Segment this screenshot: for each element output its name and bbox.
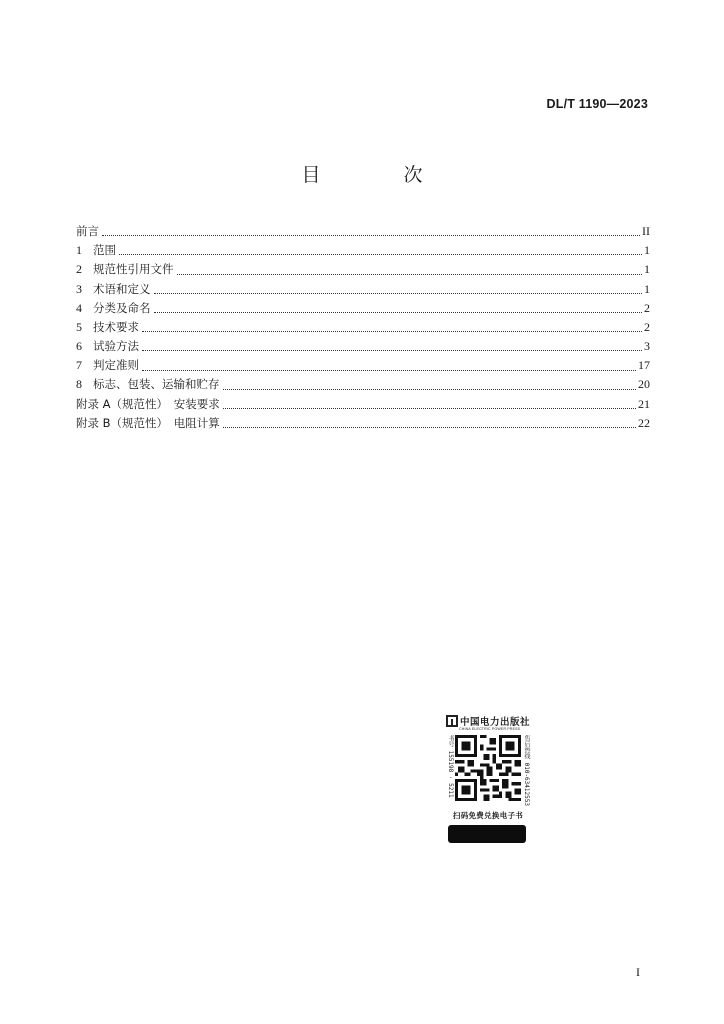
- document-code: DL/T 1190—2023: [546, 97, 648, 111]
- toc-entry-number: 1: [76, 243, 82, 258]
- toc-entry-page: 1: [644, 281, 650, 296]
- toc-entry-number: 4: [76, 300, 82, 315]
- toc-entry-page: 1: [644, 262, 650, 277]
- toc-entry-page: 2: [644, 319, 650, 334]
- publisher-name: 中国电力出版社: [460, 717, 531, 728]
- toc-entry-page: II: [642, 223, 650, 238]
- toc-entry-technical-requirements[interactable]: [76, 318, 650, 337]
- toc-entry-label: 技术要求: [93, 319, 139, 334]
- toc-entry-criteria[interactable]: [76, 356, 650, 375]
- toc-entry-label: 标志、包装、运输和贮存: [93, 377, 220, 392]
- toc-leader-dots: [154, 292, 643, 294]
- qr-row: [446, 735, 530, 807]
- toc-entry-label: 分类及命名: [93, 300, 151, 315]
- qr-code-icon[interactable]: [455, 735, 521, 801]
- toc-leader-dots: [223, 388, 637, 390]
- toc-entry-label: 附录 A（规范性） 安装要求: [76, 396, 220, 411]
- toc-leader-dots: [223, 426, 636, 428]
- toc-entry-page: 21: [638, 396, 650, 411]
- toc-leader-dots: [142, 349, 642, 351]
- toc-entry-test-methods[interactable]: [76, 337, 650, 356]
- toc-entry-number: 3: [76, 281, 82, 296]
- toc-entry-annex-b[interactable]: [76, 414, 650, 433]
- toc-entry-label: 规范性引用文件: [93, 262, 174, 277]
- toc-entry-label: 前言: [76, 223, 99, 238]
- toc-entry-page: 17: [638, 358, 650, 373]
- toc-leader-dots: [154, 311, 643, 313]
- toc-entry-label: 术语和定义: [93, 281, 151, 296]
- toc-entry-number: 6: [76, 339, 82, 354]
- toc-entry-label: 试验方法: [93, 339, 139, 354]
- toc-entry-scope[interactable]: [76, 241, 650, 260]
- toc-entry-label: 判定准则: [93, 358, 139, 373]
- hotline: 售后热线 010-63412553: [523, 735, 530, 806]
- toc-entry-page: 22: [638, 415, 650, 430]
- toc-entry-number: 5: [76, 319, 82, 334]
- toc-leader-dots: [142, 330, 642, 332]
- toc-entry-number: 2: [76, 262, 82, 277]
- book-number: 书号 155198 · 5211: [447, 735, 454, 798]
- toc-entry-foreword[interactable]: [76, 222, 650, 241]
- toc-leader-dots: [177, 273, 643, 275]
- toc-entry-label: 附录 B（规范性） 电阻计算: [76, 415, 220, 430]
- toc-entry-classification[interactable]: [76, 299, 650, 318]
- qr-sticker: [446, 712, 530, 852]
- toc-entry-label: 范围: [93, 243, 116, 258]
- toc-entry-number: 7: [76, 358, 82, 373]
- toc-entry-page: 2: [644, 300, 650, 315]
- scan-caption: 扫码免费兑换电子书: [452, 811, 524, 820]
- toc-entry-marking-packaging[interactable]: [76, 376, 650, 395]
- redacted-code-bar: [448, 825, 526, 843]
- page-number: I: [636, 965, 640, 979]
- toc-entry-page: 1: [644, 243, 650, 258]
- table-of-contents: [76, 222, 650, 433]
- toc-entry-page: 20: [638, 377, 650, 392]
- toc-leader-dots: [102, 234, 640, 236]
- toc-title: 目 次: [301, 164, 455, 186]
- toc-entry-page: 3: [644, 339, 650, 354]
- toc-entry-terms[interactable]: [76, 280, 650, 299]
- toc-leader-dots: [142, 369, 636, 371]
- toc-entry-normative-references[interactable]: [76, 260, 650, 279]
- toc-leader-dots: [223, 407, 636, 409]
- toc-leader-dots: [119, 253, 642, 255]
- toc-entry-annex-a[interactable]: [76, 395, 650, 414]
- toc-entry-number: 8: [76, 377, 82, 392]
- publisher-logo-icon: [446, 715, 458, 727]
- publisher-name-en: CHINA ELECTRIC POWER PRESS: [459, 727, 521, 731]
